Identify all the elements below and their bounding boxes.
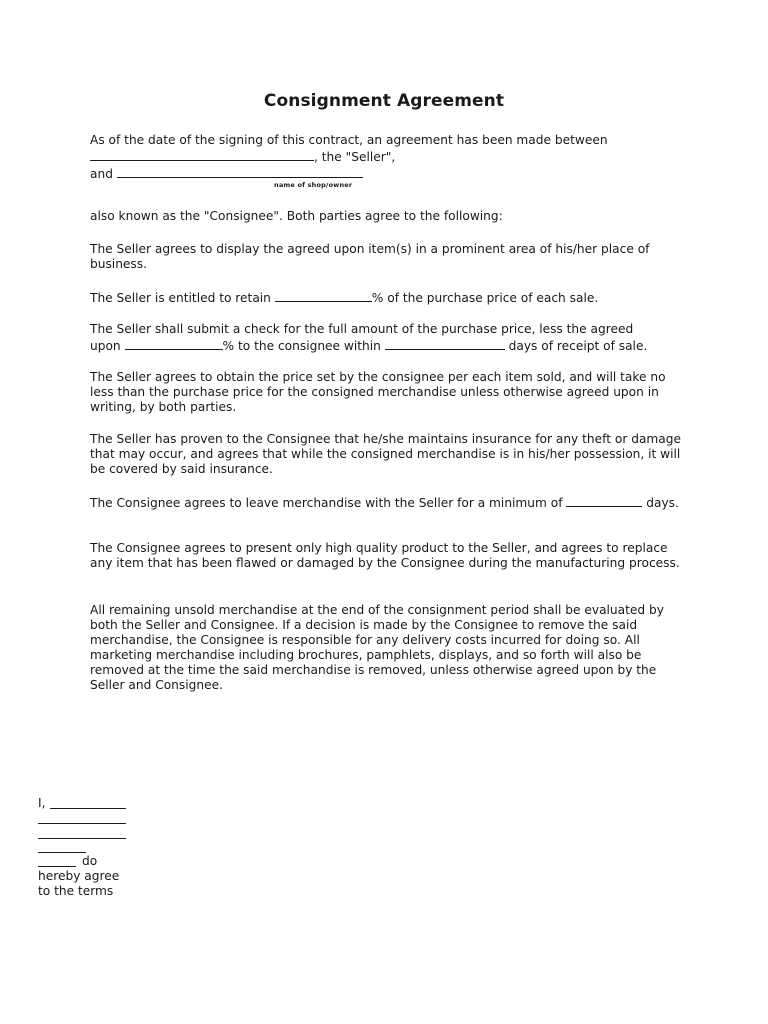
name-caption: name of shop/owner: [274, 181, 353, 189]
signature-blank-3[interactable]: [38, 838, 126, 839]
seller-name-blank[interactable]: [90, 148, 314, 161]
seller-line: [90, 148, 690, 165]
consignee-paragraph: also known as the "Consignee". Both parties agree to the following:: [90, 209, 503, 223]
document-title: Consignment Agreement: [263, 91, 505, 111]
signature-blank-1[interactable]: [50, 808, 126, 809]
check-paragraph: [90, 322, 690, 354]
check-line-1: The Seller shall submit a check for the full amount of the purchase price, less the agreed: [90, 322, 634, 336]
display-paragraph: The Seller agrees to display the agreed upon item(s) in a prominent area of his/her place of business.: [90, 242, 650, 271]
insurance-paragraph: The Seller has proven to the Consignee that he/she maintains insurance for any theft or damage that may occur, and agrees that while the consigned merchandise is in his/her possession, it will be covered by said insurance.: [90, 432, 681, 476]
unsold-paragraph: All remaining unsold merchandise at the end of the consignment period shall be evaluated by both the Seller and Consignee. If a decision is made by the Consignee to remove the said merchandise, the Consignee is responsible for any delivery costs incurred for doing so. All marketing merchandise including brochures, pamphlets, displays, and so forth will also be removed at the time the said merchandise is removed, unless otherwise agreed upon by the Seller and Consignee.: [90, 603, 664, 692]
signature-blank-5[interactable]: [38, 866, 76, 867]
signature-i-label: I,: [38, 796, 46, 810]
retain-text-after: % of the purchase price of each sale.: [371, 291, 599, 305]
retain-paragraph: [90, 289, 690, 306]
minimum-text-before: The Consignee agrees to leave merchandise with the Seller for a minimum of: [90, 496, 563, 510]
check-line-2: [90, 337, 690, 354]
signature-blank-4[interactable]: [38, 852, 86, 853]
and-label: and: [90, 167, 113, 181]
minimum-days-blank[interactable]: [566, 494, 642, 507]
check-percent-blank[interactable]: [125, 337, 223, 350]
signature-blank-2[interactable]: [38, 823, 126, 824]
check-mid-text: % to the consignee within: [222, 339, 381, 353]
price-paragraph: The Seller agrees to obtain the price set by the consignee per each item sold, and will take no less than the purchase price for the consigned merchandise unless otherwise agreed upon in writing, by both parties.: [90, 370, 666, 414]
quality-paragraph: The Consignee agrees to present only high quality product to the Seller, and agrees to replace any item that has been flawed or damaged by the Consignee during the manufacturing process.: [90, 541, 680, 570]
signature-do-label: do: [82, 854, 98, 868]
check-end-text: days of receipt of sale.: [508, 339, 648, 353]
minimum-text-after: days.: [646, 496, 679, 510]
check-days-blank[interactable]: [385, 337, 505, 350]
check-upon-text: upon: [90, 339, 121, 353]
retain-percent-blank[interactable]: [275, 289, 372, 302]
intro-paragraph: [90, 133, 690, 182]
minimum-paragraph: [90, 494, 690, 511]
and-line: [90, 165, 690, 182]
signature-agree-line: hereby agree: [38, 869, 120, 883]
intro-line: As of the date of the signing of this contract, an agreement has been made between: [90, 133, 608, 147]
consignee-name-blank[interactable]: [117, 165, 363, 178]
seller-suffix: , the "Seller",: [314, 150, 396, 164]
signature-terms-line: to the terms: [38, 884, 114, 898]
retain-text-before: The Seller is entitled to retain: [90, 291, 271, 305]
